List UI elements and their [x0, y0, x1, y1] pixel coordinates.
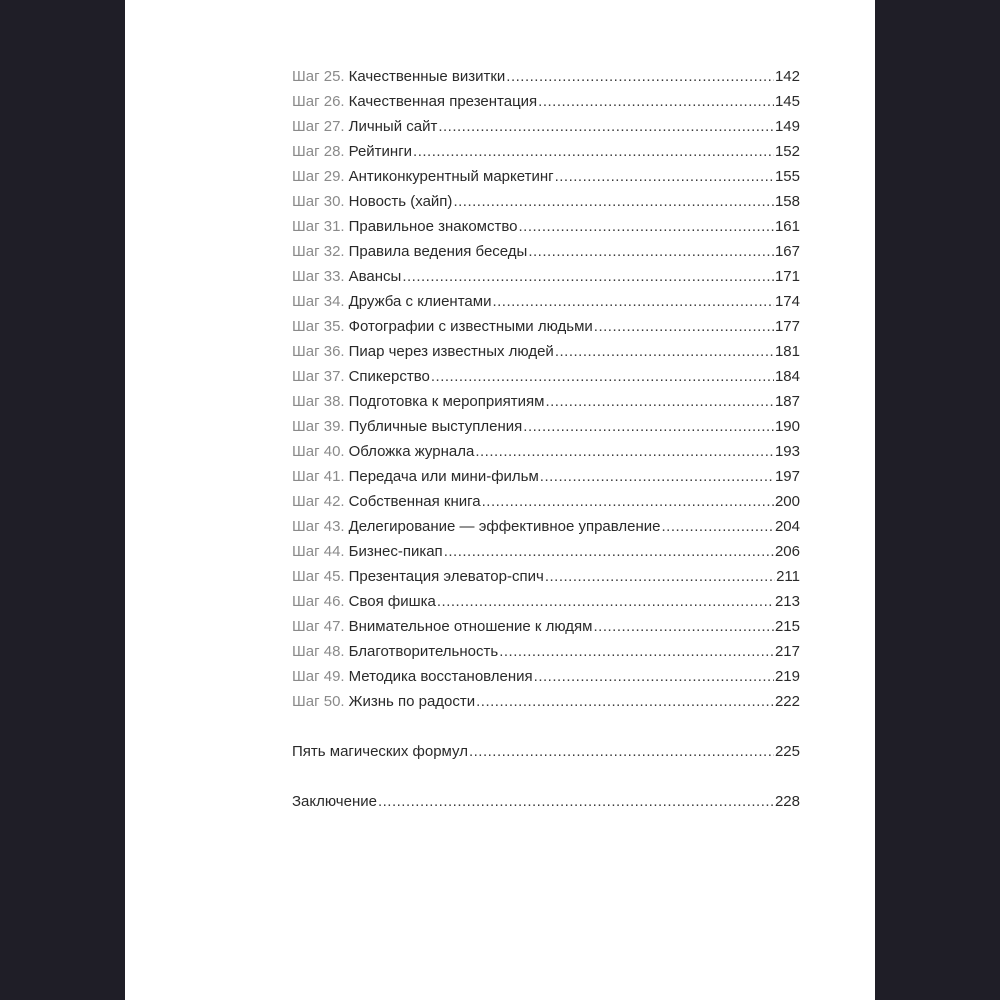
toc-step-number: Шаг 47.: [292, 618, 345, 635]
toc-step-number: Шаг 38.: [292, 393, 345, 410]
toc-step-number: Шаг 39.: [292, 418, 345, 435]
toc-step-number: Шаг 25.: [292, 68, 345, 85]
toc-step-number: Шаг 50.: [292, 693, 345, 710]
toc-title: Делегирование — эффективное управление: [348, 518, 661, 535]
table-of-contents: [292, 64, 800, 814]
toc-title: Правила ведения беседы: [348, 243, 528, 260]
toc-entry: [292, 389, 800, 414]
toc-dot-leader: [469, 739, 774, 764]
toc-page-number: 190: [774, 418, 800, 435]
toc-title: Обложка журнала: [348, 443, 475, 460]
toc-step-number: Шаг 46.: [292, 593, 345, 610]
toc-title: Заключение: [292, 793, 377, 810]
toc-entry: [292, 689, 800, 714]
toc-title: Пять магических формул: [292, 743, 468, 760]
toc-step-number: Шаг 29.: [292, 168, 345, 185]
toc-page-number: 197: [774, 468, 800, 485]
toc-entry: [292, 664, 800, 689]
toc-title: Методика восстановления: [348, 668, 533, 685]
toc-dot-leader: [540, 464, 774, 489]
toc-page-number: 187: [774, 393, 800, 410]
toc-section-entry: [292, 739, 800, 764]
toc-page-number: 215: [774, 618, 800, 635]
toc-entry: [292, 364, 800, 389]
toc-page-number: 204: [774, 518, 800, 535]
toc-step-number: Шаг 49.: [292, 668, 345, 685]
toc-entry: [292, 314, 800, 339]
toc-page-number: 217: [774, 643, 800, 660]
toc-dot-leader: [475, 439, 774, 464]
toc-page-number: 181: [774, 343, 800, 360]
toc-dot-leader: [482, 489, 774, 514]
toc-section-entry: [292, 789, 800, 814]
toc-title: Передача или мини-фильм: [348, 468, 539, 485]
toc-entry: [292, 589, 800, 614]
toc-title: Публичные выступления: [348, 418, 523, 435]
toc-step-number: Шаг 37.: [292, 368, 345, 385]
toc-title: Своя фишка: [348, 593, 436, 610]
toc-title: Жизнь по радости: [348, 693, 476, 710]
toc-page-number: 158: [774, 193, 800, 210]
toc-page-number: 174: [774, 293, 800, 310]
toc-dot-leader: [431, 364, 774, 389]
toc-page-number: 225: [774, 743, 800, 760]
toc-dot-leader: [476, 689, 774, 714]
toc-dot-leader: [662, 514, 774, 539]
toc-title: Антиконкурентный маркетинг: [348, 168, 554, 185]
toc-title: Рейтинги: [348, 143, 413, 160]
toc-title: Спикерство: [348, 368, 430, 385]
toc-dot-leader: [492, 289, 774, 314]
toc-page-number: 213: [774, 593, 800, 610]
toc-dot-leader: [437, 589, 774, 614]
toc-title: Благотворительность: [348, 643, 499, 660]
toc-step-number: Шаг 30.: [292, 193, 345, 210]
toc-page-number: 206: [774, 543, 800, 560]
toc-entry: [292, 414, 800, 439]
toc-title: Качественная презентация: [348, 93, 538, 110]
toc-dot-leader: [413, 139, 774, 164]
toc-entry: [292, 164, 800, 189]
toc-page-number: 167: [774, 243, 800, 260]
toc-entry: [292, 539, 800, 564]
toc-step-number: Шаг 26.: [292, 93, 345, 110]
toc-step-number: Шаг 31.: [292, 218, 345, 235]
toc-step-number: Шаг 42.: [292, 493, 345, 510]
toc-entry: [292, 639, 800, 664]
toc-page-number: 145: [774, 93, 800, 110]
toc-page-number: 155: [774, 168, 800, 185]
toc-dot-leader: [402, 264, 774, 289]
toc-step-number: Шаг 35.: [292, 318, 345, 335]
toc-title: Подготовка к мероприятиям: [348, 393, 545, 410]
toc-dot-leader: [499, 639, 774, 664]
toc-page-number: 149: [774, 118, 800, 135]
toc-dot-leader: [538, 89, 774, 114]
toc-step-number: Шаг 28.: [292, 143, 345, 160]
toc-dot-leader: [528, 239, 774, 264]
toc-entry: [292, 114, 800, 139]
toc-entry: [292, 614, 800, 639]
toc-title: Авансы: [348, 268, 402, 285]
toc-step-number: Шаг 36.: [292, 343, 345, 360]
toc-dot-leader: [593, 614, 773, 639]
toc-title: Собственная книга: [348, 493, 481, 510]
toc-step-number: Шаг 32.: [292, 243, 345, 260]
toc-title: Качественные визитки: [348, 68, 506, 85]
toc-page-number: 177: [774, 318, 800, 335]
toc-page-number: 161: [774, 218, 800, 235]
toc-dot-leader: [453, 189, 774, 214]
toc-title: Бизнес-пикап: [348, 543, 443, 560]
toc-step-number: Шаг 33.: [292, 268, 345, 285]
toc-page-number: 228: [774, 793, 800, 810]
toc-dot-leader: [519, 214, 774, 239]
toc-page-number: 171: [774, 268, 800, 285]
toc-entry: [292, 139, 800, 164]
toc-step-number: Шаг 40.: [292, 443, 345, 460]
toc-entry: [292, 264, 800, 289]
toc-title: Фотографии с известными людьми: [348, 318, 593, 335]
toc-dot-leader: [594, 314, 774, 339]
toc-entry: [292, 289, 800, 314]
document-page: [125, 0, 875, 1000]
toc-dot-leader: [534, 664, 774, 689]
toc-title: Дружба с клиентами: [348, 293, 492, 310]
toc-page-number: 152: [774, 143, 800, 160]
toc-dot-leader: [545, 389, 774, 414]
toc-dot-leader: [378, 789, 774, 814]
toc-dot-leader: [506, 64, 774, 89]
toc-title: Личный сайт: [348, 118, 438, 135]
toc-dot-leader: [438, 114, 774, 139]
toc-page-number: 219: [774, 668, 800, 685]
toc-entry: [292, 64, 800, 89]
toc-entry: [292, 514, 800, 539]
toc-page-number: 200: [774, 493, 800, 510]
toc-dot-leader: [444, 539, 774, 564]
toc-title: Новость (хайп): [348, 193, 453, 210]
toc-page-number: 142: [774, 68, 800, 85]
toc-entry: [292, 489, 800, 514]
toc-step-number: Шаг 48.: [292, 643, 345, 660]
toc-page-number: 222: [774, 693, 800, 710]
toc-title: Правильное знакомство: [348, 218, 518, 235]
toc-step-number: Шаг 43.: [292, 518, 345, 535]
toc-title: Презентация элеватор-спич: [348, 568, 544, 585]
toc-title: Пиар через известных людей: [348, 343, 554, 360]
toc-dot-leader: [555, 339, 774, 364]
toc-title: Внимательное отношение к людям: [348, 618, 593, 635]
toc-entry: [292, 239, 800, 264]
toc-entry: [292, 339, 800, 364]
toc-step-number: Шаг 45.: [292, 568, 345, 585]
toc-dot-leader: [545, 564, 775, 589]
toc-entry: [292, 214, 800, 239]
toc-entry: [292, 564, 800, 589]
toc-step-number: Шаг 44.: [292, 543, 345, 560]
toc-page-number: 211: [776, 568, 800, 585]
toc-entry: [292, 464, 800, 489]
toc-page-number: 193: [774, 443, 800, 460]
toc-entry: [292, 439, 800, 464]
toc-entry: [292, 89, 800, 114]
toc-step-number: Шаг 41.: [292, 468, 345, 485]
toc-step-number: Шаг 27.: [292, 118, 345, 135]
toc-entry: [292, 189, 800, 214]
toc-dot-leader: [523, 414, 774, 439]
toc-step-number: Шаг 34.: [292, 293, 345, 310]
toc-page-number: 184: [774, 368, 800, 385]
toc-dot-leader: [555, 164, 774, 189]
